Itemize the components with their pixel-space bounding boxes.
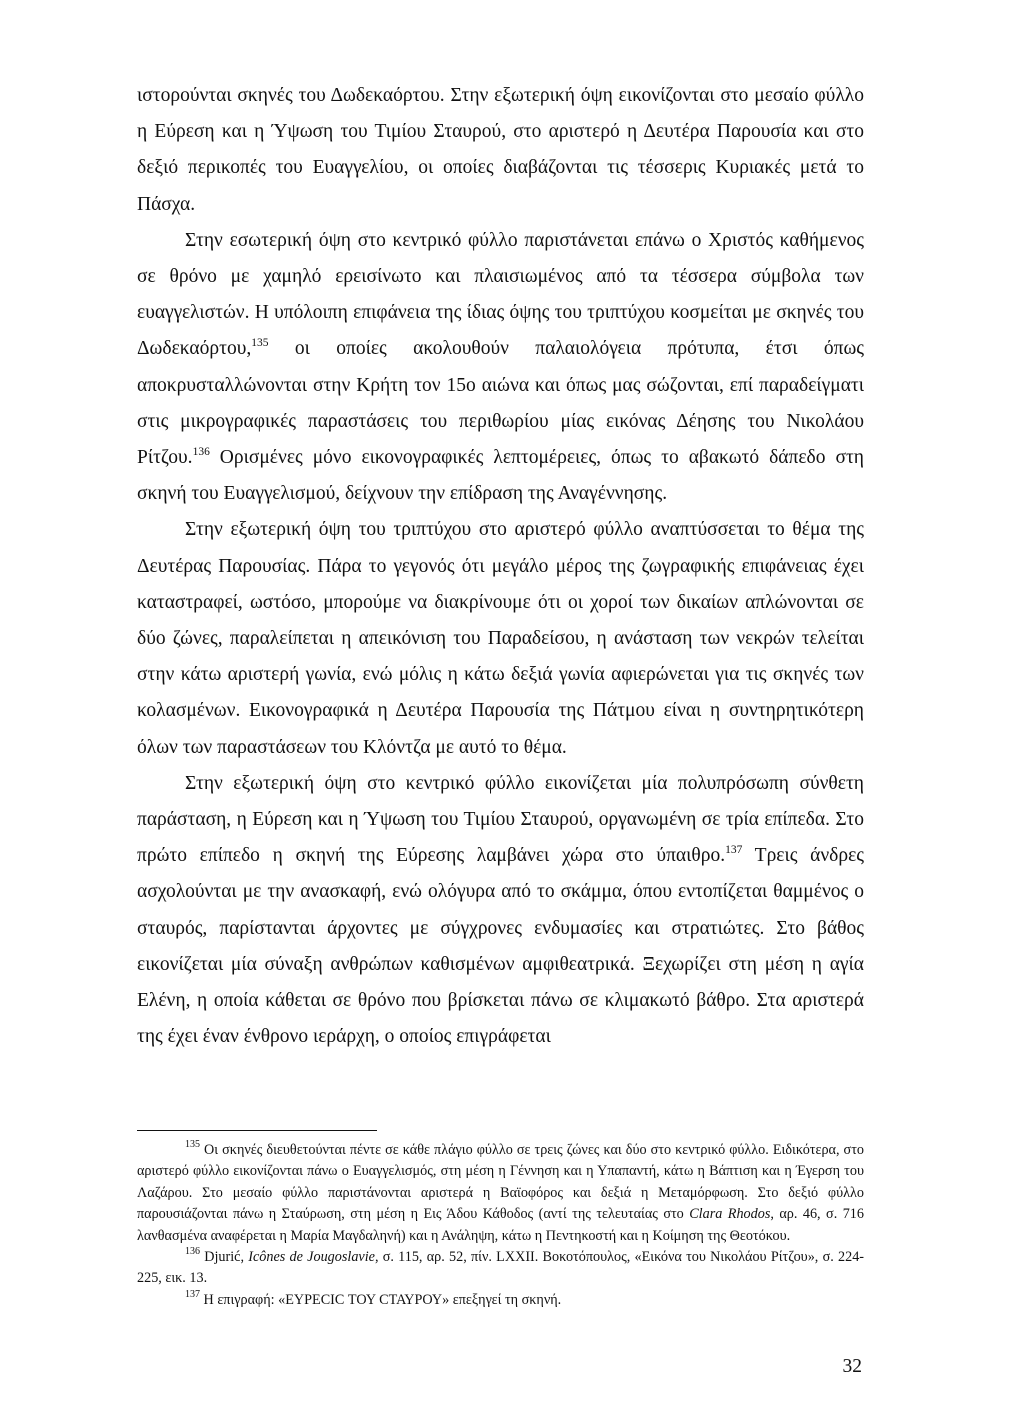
footnote-number: 136 [185, 1246, 200, 1258]
footnote-text: Οι σκηνές διευθετούνται πέντε σε κάθε πλάγιο φύλλο σε τρεις ζώνες και δύο στο κεντρικό φύλλο. Ειδικότερα, στο αριστερό φύλλο εικονίζονται πάνω ο Ευαγγελισμός, στη μέση η Γέννηση και η Υπαπαντή, κάτω η Βάπτιση και η Έγερση του Λαζάρου. Στο μεσαίο φύλλο παριστάνονται αριστερά η Βαϊοφόρος και δεξιά η Μεταμόρφωση. Στο δεξιό φύλλο παρουσιάζονται πάνω η Σταύρωση, στη μέση η Εις Άδου Κάθοδος (αντί της τελευταίας στο [137, 1142, 864, 1223]
paragraph-1 [137, 78, 864, 223]
footnote-text: Η επιγραφή: «ΕΥΡΕCIC ΤΟΥ CΤΑΥΡΟΥ» επεξηγεί τη σκηνή. [200, 1291, 562, 1308]
paragraph-4 [137, 766, 864, 1056]
footnote-137 [137, 1290, 864, 1311]
footnote-ref-137: 137 [725, 843, 743, 856]
footnote-136 [137, 1247, 864, 1290]
main-text [137, 78, 864, 1055]
footnote-text: , σ. 115, αρ. 52, πίν. LXXII. Βοκοτόπουλος, «Εικόνα του Νικολάου Ρίτζου», σ. 224-225, εικ. 13. [137, 1249, 865, 1287]
footnote-number: 137 [185, 1289, 200, 1301]
paragraph-4-text-b: Τρεις άνδρες ασχολούνται με την ανασκαφή, ενώ ολόγυρα από το σκάμμα, όπου εντοπίζεται θαμμένος ο σταυρός, παρίστανται άρχοντες με σύγχρονες ενδυμασίες και στρατιώτες. Στο βάθος εικονίζεται μία σύναξη ανθρώπων καθισμένων αμφιθεατρικά. Ξεχωρίζει στη μέση η αγία Ελένη, η οποία κάθεται σε θρόνο που βρίσκεται πάνω σε κλιμακωτό βάθρο. Στα αριστερά της έχει έναν ένθρονο ιεράρχη, ο οποίος επιγράφεται [137, 845, 864, 1048]
footnote-italic-title: Clara Rhodos [689, 1206, 771, 1223]
footnote-135 [137, 1140, 864, 1247]
paragraph-4-text-a: Στην εξωτερική όψη στο κεντρικό φύλλο εικονίζεται μία πολυπρόσωπη σύνθετη παράσταση, η Εύρεση και η Ύψωση του Τιμίου Σταυρού, οργανωμένη σε τρία επίπεδα. Στο πρώτο επίπεδο η σκηνή της Εύρεσης λαμβάνει χώρα στο ύπαιθρο. [137, 772, 864, 867]
footnote-ref-136: 136 [192, 445, 210, 458]
footnote-text: , αρ. 46, σ. 716 λανθασμένα αναφέρεται η Μαρία Μαγδαληνή) και η Ανάληψη, κάτω η Πεντηκοστή και η Κοίμηση της Θεοτόκου. [137, 1206, 864, 1244]
footnote-text: Djurić, [200, 1249, 249, 1266]
footnote-ref-135: 135 [251, 336, 269, 349]
paragraph-2-text-c: Ορισμένες μόνο εικονογραφικές λεπτομέρειες, όπως το αβακωτό δάπεδο στη σκηνή του Ευαγγελισμού, δείχνουν την επίδραση της Αναγέννησης. [137, 447, 864, 505]
footnote-italic-title: Icônes de Jougoslavie [248, 1249, 375, 1266]
page-number: 32 [842, 1356, 862, 1377]
footnote-separator [137, 1130, 377, 1131]
paragraph-3-text: Στην εξωτερική όψη του τριπτύχου στο αριστερό φύλλο αναπτύσσεται το θέμα της Δευτέρας Παρουσίας. Πάρα το γεγονός ότι μεγάλο μέρος της ζωγραφικής επιφάνειας έχει καταστραφεί, ωστόσο, μπορούμε να διακρίνουμε ότι οι χοροί των δικαίων απλώνονται σε δύο ζώνες, παραλείπεται η απεικόνιση του Παραδείσου, η ανάσταση των νεκρών τελείται στην κάτω αριστερή γωνία, ενώ μόλις η κάτω δεξιά γωνία αφιερώνεται για τις σκηνές των κολασμένων. Εικονογραφικά η Δευτέρα Παρουσία της Πάτμου είναι η συντηρητικότερη όλων των παραστάσεων του Κλόντζα με αυτό το θέμα. [137, 519, 864, 758]
paragraph-2 [137, 223, 864, 513]
paragraph-2-text-a: Στην εσωτερική όψη στο κεντρικό φύλλο παριστάνεται επάνω ο Χριστός καθήμενος σε θρόνο με χαμηλό ερεισίνωτο και πλαισιωμένος από τα τέσσερα σύμβολα των ευαγγελιστών. Η υπόλοιπη επιφάνεια της ίδιας όψης του τριπτύχου κοσμείται με σκηνές του Δωδεκαόρτου, [137, 229, 864, 360]
paragraph-3 [137, 512, 864, 765]
footnote-number: 135 [185, 1139, 200, 1151]
paragraph-2-text-b: οι οποίες ακολουθούν παλαιολόγεια πρότυπα, έτσι όπως αποκρυσταλλώνονται στην Κρήτη τον 15ο αιώνα και όπως μας σώζονται, επί παραδείγματι στις μικρογραφικές παραστάσεις του περιθωρίου μίας εικόνας Δέησης του Νικολάου Ρίτζου. [137, 338, 864, 469]
footnotes [137, 1140, 864, 1311]
paragraph-1-text: ιστορούνται σκηνές του Δωδεκαόρτου. Στην εξωτερική όψη εικονίζονται στο μεσαίο φύλλο η Εύρεση και η Ύψωση του Τιμίου Σταυρού, στο αριστερό η Δευτέρα Παρουσία και στο δεξιό περικοπές του Ευαγγελίου, οι οποίες διαβάζονται τις τέσσερις Κυριακές μετά το Πάσχα. [137, 85, 864, 215]
